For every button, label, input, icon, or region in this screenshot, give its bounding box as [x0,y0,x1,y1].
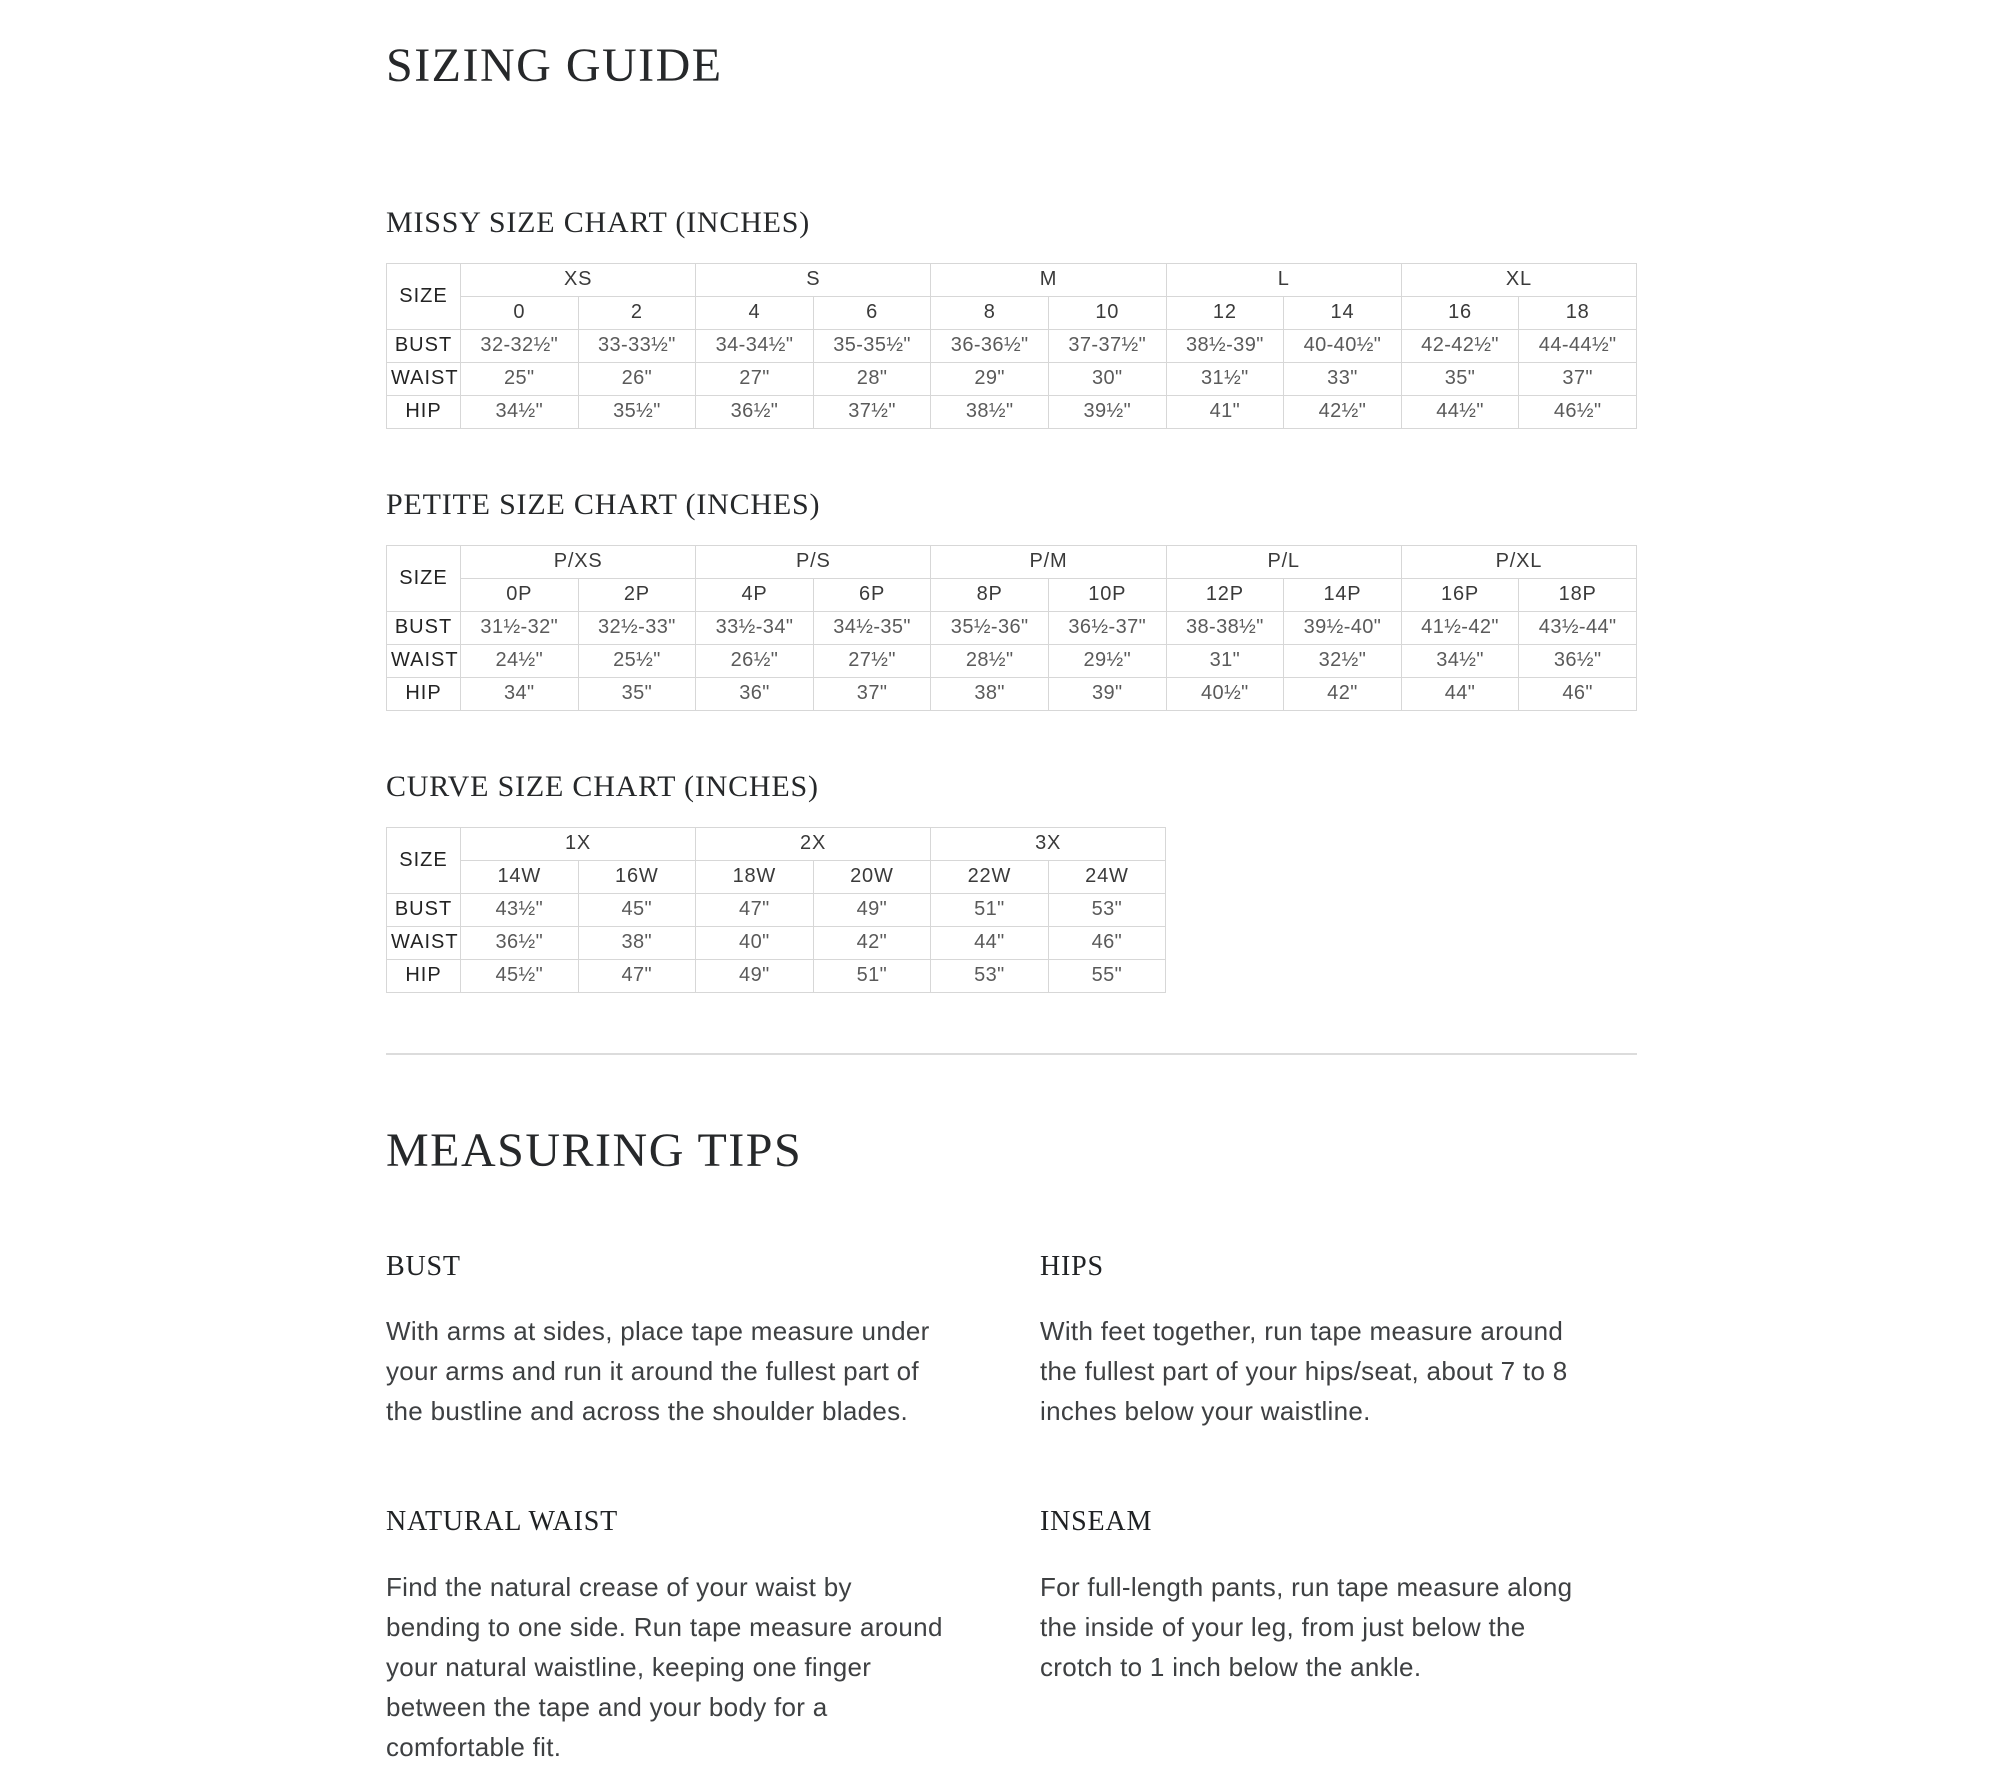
size-label-cell: SIZE [387,827,461,893]
page-content [386,0,1637,1767]
tip-text-inseam: For full-length pants, run tape measure along the inside of your leg, from just below the crotch to 1 inch below the ankle. [1040,1571,1573,1682]
size-group-p-l: P/L [1166,545,1401,578]
table-body [387,893,1166,992]
numeric-size-20w: 20W [813,860,931,893]
measurement-value: 34½" [461,395,579,428]
measurement-value: 28" [813,362,931,395]
group-header-row [387,827,1166,860]
numeric-size-0p: 0P [461,578,579,611]
size-group-p-s: P/S [696,545,931,578]
measurement-value: 30" [1048,362,1166,395]
row-label-hip: HIP [387,959,461,992]
size-chart-curve [386,769,1637,993]
measurement-value: 32½-33" [578,611,696,644]
measurement-value: 42½" [1284,395,1402,428]
table-head [387,545,1637,611]
row-label-waist: WAIST [387,926,461,959]
size-table-missy [386,263,1637,429]
measurement-value: 38½-39" [1166,329,1284,362]
measurement-value: 35" [1401,362,1519,395]
size-group-l: L [1166,263,1401,296]
measurement-value: 49" [813,893,931,926]
measurement-value: 44-44½" [1519,329,1637,362]
measuring-tips-grid [386,1250,1637,1767]
measurement-row-waist [387,926,1166,959]
size-group-xs: XS [461,263,696,296]
size-group-s: S [696,263,931,296]
measurement-value: 46" [1519,677,1637,710]
measurement-value: 39½-40" [1284,611,1402,644]
measurement-value: 31½" [1166,362,1284,395]
tip-title-bust: BUST [386,1250,461,1282]
measurement-value: 27" [696,362,814,395]
tip-title-natural-waist: NATURAL WAIST [386,1506,619,1538]
numeric-size-8: 8 [931,296,1049,329]
numeric-size-2p: 2P [578,578,696,611]
size-group-m: M [931,263,1166,296]
measurement-row-bust [387,611,1637,644]
measurement-value: 44" [1401,677,1519,710]
measurement-value: 28½" [931,644,1049,677]
measurement-value: 44" [931,926,1049,959]
numeric-size-18: 18 [1519,296,1637,329]
measurement-value: 35" [578,677,696,710]
row-label-bust: BUST [387,611,461,644]
numeric-size-2: 2 [578,296,696,329]
numeric-size-12: 12 [1166,296,1284,329]
measurement-value: 41½-42" [1401,611,1519,644]
measurement-value: 42" [1284,677,1402,710]
numeric-size-18p: 18P [1519,578,1637,611]
table-body [387,329,1637,428]
measurement-value: 29½" [1048,644,1166,677]
size-table-petite [386,545,1637,711]
measurement-value: 36½" [696,395,814,428]
measurement-row-hip [387,959,1166,992]
tip-bust [386,1250,1040,1432]
numeric-size-16p: 16P [1401,578,1519,611]
measurement-value: 43½-44" [1519,611,1637,644]
measurement-value: 33-33½" [578,329,696,362]
tip-natural-waist [386,1505,1040,1767]
tip-title-hips: HIPS [1040,1250,1104,1282]
measurement-value: 51" [931,893,1049,926]
measurement-value: 38-38½" [1166,611,1284,644]
numeric-size-16w: 16W [578,860,696,893]
measurement-value: 53" [931,959,1049,992]
measurement-value: 46½" [1519,395,1637,428]
numeric-size-22w: 22W [931,860,1049,893]
numeric-size-6p: 6P [813,578,931,611]
measurement-value: 39½" [1048,395,1166,428]
chart-heading-petite: PETITE SIZE CHART (INCHES) [386,487,821,521]
numeric-size-row [387,578,1637,611]
measurement-value: 38½" [931,395,1049,428]
section-divider [386,1053,1637,1055]
numeric-size-6: 6 [813,296,931,329]
measurement-value: 51" [813,959,931,992]
measurement-row-waist [387,362,1637,395]
measurement-value: 42" [813,926,931,959]
size-group-xl: XL [1401,263,1636,296]
measurement-value: 40½" [1166,677,1284,710]
measurement-value: 33½-34" [696,611,814,644]
measurement-value: 40" [696,926,814,959]
table-body [387,611,1637,710]
measurement-value: 38" [931,677,1049,710]
measurement-value: 34" [461,677,579,710]
numeric-size-row [387,296,1637,329]
measurement-value: 34½" [1401,644,1519,677]
measurement-value: 45½" [461,959,579,992]
measurement-value: 32½" [1284,644,1402,677]
measurement-value: 35-35½" [813,329,931,362]
measurement-value: 47" [578,959,696,992]
measurement-value: 27½" [813,644,931,677]
numeric-size-18w: 18W [696,860,814,893]
size-table-curve [386,827,1166,993]
numeric-size-24w: 24W [1048,860,1166,893]
row-label-waist: WAIST [387,644,461,677]
table-head [387,827,1166,893]
row-label-bust: BUST [387,893,461,926]
size-charts-container [386,205,1637,993]
row-label-hip: HIP [387,395,461,428]
measurement-value: 36½-37" [1048,611,1166,644]
measurement-value: 35½" [578,395,696,428]
measurement-value: 32-32½" [461,329,579,362]
measurement-value: 26½" [696,644,814,677]
chart-heading-curve: CURVE SIZE CHART (INCHES) [386,769,819,803]
measurement-row-waist [387,644,1637,677]
measuring-tips-title: MEASURING TIPS [386,1123,803,1177]
size-chart-petite [386,487,1637,711]
measurement-value: 55" [1048,959,1166,992]
measurement-value: 36-36½" [931,329,1049,362]
size-group-p-xs: P/XS [461,545,696,578]
measurement-value: 33" [1284,362,1402,395]
tip-text-natural-waist: Find the natural crease of your waist by bending to one side. Run tape measure around your natural waistline, keeping one finger between the tape and your body for a comfortable fit. [386,1571,943,1762]
numeric-size-14w: 14W [461,860,579,893]
measurement-value: 34½-35" [813,611,931,644]
measurement-value: 40-40½" [1284,329,1402,362]
numeric-size-10: 10 [1048,296,1166,329]
measurement-value: 36½" [461,926,579,959]
measurement-value: 41" [1166,395,1284,428]
measurement-value: 37-37½" [1048,329,1166,362]
measurement-value: 53" [1048,893,1166,926]
numeric-size-4: 4 [696,296,814,329]
measurement-value: 26" [578,362,696,395]
size-chart-missy [386,205,1637,429]
numeric-size-8p: 8P [931,578,1049,611]
numeric-size-10p: 10P [1048,578,1166,611]
size-label-cell: SIZE [387,263,461,329]
measurement-value: 37" [813,677,931,710]
measurement-row-bust [387,329,1637,362]
measurement-value: 35½-36" [931,611,1049,644]
measurement-row-bust [387,893,1166,926]
measurement-value: 31" [1166,644,1284,677]
numeric-size-row [387,860,1166,893]
measurement-value: 47" [696,893,814,926]
measurement-value: 39" [1048,677,1166,710]
table-head [387,263,1637,329]
measurement-value: 44½" [1401,395,1519,428]
measurement-value: 31½-32" [461,611,579,644]
page-title: SIZING GUIDE [386,39,723,92]
measurement-value: 43½" [461,893,579,926]
numeric-size-12p: 12P [1166,578,1284,611]
measurement-value: 38" [578,926,696,959]
row-label-bust: BUST [387,329,461,362]
measurement-value: 37½" [813,395,931,428]
row-label-hip: HIP [387,677,461,710]
measurement-value: 46" [1048,926,1166,959]
size-group-1x: 1X [461,827,696,860]
numeric-size-16: 16 [1401,296,1519,329]
tip-title-inseam: INSEAM [1040,1506,1153,1538]
measurement-value: 36" [696,677,814,710]
measurement-value: 49" [696,959,814,992]
measurement-value: 24½" [461,644,579,677]
tip-text-hips: With feet together, run tape measure around the fullest part of your hips/seat, about 7 to 8 inches below your waistline. [1040,1316,1568,1427]
measurement-value: 29" [931,362,1049,395]
measurement-value: 37" [1519,362,1637,395]
numeric-size-14p: 14P [1284,578,1402,611]
measurement-value: 42-42½" [1401,329,1519,362]
measurement-value: 25½" [578,644,696,677]
numeric-size-4p: 4P [696,578,814,611]
numeric-size-14: 14 [1284,296,1402,329]
group-header-row [387,263,1637,296]
measuring-tips-section [386,1125,1637,1767]
measurement-value: 45" [578,893,696,926]
row-label-waist: WAIST [387,362,461,395]
size-group-p-m: P/M [931,545,1166,578]
numeric-size-0: 0 [461,296,579,329]
group-header-row [387,545,1637,578]
chart-heading-missy: MISSY SIZE CHART (INCHES) [386,205,811,239]
measurement-row-hip [387,677,1637,710]
measurement-value: 34-34½" [696,329,814,362]
size-label-cell: SIZE [387,545,461,611]
tip-hips [1040,1250,1637,1432]
size-group-3x: 3X [931,827,1166,860]
size-group-2x: 2X [696,827,931,860]
measurement-row-hip [387,395,1637,428]
measurement-value: 36½" [1519,644,1637,677]
tip-text-bust: With arms at sides, place tape measure under your arms and run it around the fullest part of the bustline and across the shoulder blades. [386,1316,930,1427]
size-group-p-xl: P/XL [1401,545,1636,578]
tip-inseam [1040,1505,1637,1767]
measurement-value: 25" [461,362,579,395]
